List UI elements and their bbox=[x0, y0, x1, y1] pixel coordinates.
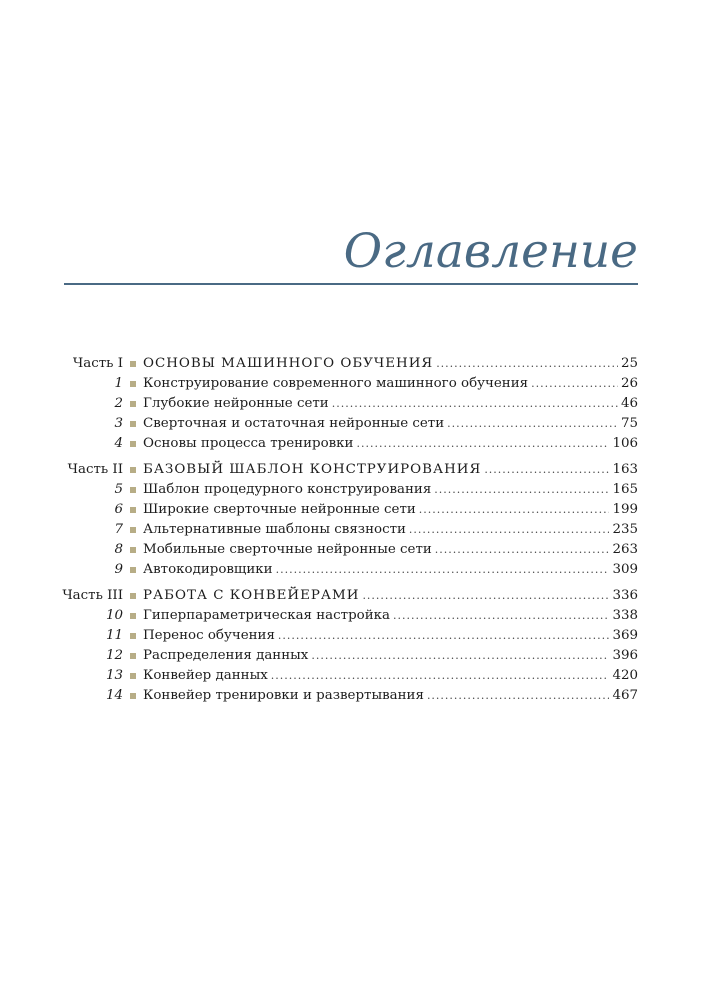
toc-chapter-row[interactable] bbox=[60, 520, 638, 540]
toc-chapter-row[interactable] bbox=[60, 646, 638, 666]
part-label: Часть I bbox=[72, 356, 123, 371]
chapter-title: Конструирование современного машинного обучения bbox=[143, 376, 529, 391]
part-title: ОСНОВЫ МАШИННОГО ОБУЧЕНИЯ bbox=[143, 356, 434, 371]
chapter-title: Шаблон процедурного конструирования bbox=[143, 482, 432, 497]
toc-chapter-row[interactable] bbox=[60, 394, 638, 414]
page-number: 199 bbox=[612, 502, 638, 517]
bullet-square-icon bbox=[123, 626, 143, 646]
toc-chapter-row[interactable] bbox=[60, 686, 638, 706]
bullet-square-icon bbox=[123, 434, 143, 454]
page-number: 338 bbox=[612, 608, 638, 623]
dot-leader bbox=[484, 460, 609, 480]
page-number: 165 bbox=[612, 482, 638, 497]
dot-leader bbox=[436, 354, 618, 374]
dot-leader bbox=[276, 560, 610, 580]
chapter-number: 14 bbox=[105, 688, 123, 703]
chapter-title: Основы процесса тренировки bbox=[143, 436, 354, 451]
bullet-square-icon bbox=[123, 560, 143, 580]
page-number: 46 bbox=[620, 396, 638, 411]
dot-leader bbox=[427, 686, 610, 706]
dot-leader bbox=[278, 626, 610, 646]
dot-leader bbox=[362, 586, 609, 606]
page-number: 467 bbox=[612, 688, 638, 703]
dot-leader bbox=[409, 520, 610, 540]
page-title: Оглавление bbox=[343, 224, 638, 279]
toc-chapter-row[interactable] bbox=[60, 540, 638, 560]
page-number: 25 bbox=[620, 356, 638, 371]
dot-leader bbox=[447, 414, 618, 434]
page-number: 163 bbox=[612, 462, 638, 477]
page-number: 420 bbox=[612, 668, 638, 683]
page-number: 336 bbox=[612, 588, 638, 603]
dot-leader bbox=[434, 480, 609, 500]
toc-part bbox=[60, 586, 638, 706]
page-number: 26 bbox=[620, 376, 638, 391]
toc-part-row[interactable] bbox=[60, 354, 638, 374]
dot-leader bbox=[435, 540, 610, 560]
chapter-title: Мобильные сверточные нейронные сети bbox=[143, 542, 432, 557]
bullet-square-icon bbox=[123, 586, 143, 606]
chapter-title: Сверточная и остаточная нейронные сети bbox=[143, 416, 445, 431]
dot-leader bbox=[271, 666, 610, 686]
chapter-number: 3 bbox=[114, 416, 123, 431]
table-of-contents bbox=[60, 354, 638, 712]
dot-leader bbox=[419, 500, 610, 520]
chapter-number: 13 bbox=[105, 668, 123, 683]
toc-chapter-row[interactable] bbox=[60, 480, 638, 500]
toc-part-row[interactable] bbox=[60, 586, 638, 606]
bullet-square-icon bbox=[123, 414, 143, 434]
bullet-square-icon bbox=[123, 480, 143, 500]
page-number: 75 bbox=[620, 416, 638, 431]
page-number: 106 bbox=[612, 436, 638, 451]
toc-part-row[interactable] bbox=[60, 460, 638, 480]
chapter-number: 5 bbox=[114, 482, 123, 497]
chapter-number: 7 bbox=[114, 522, 123, 537]
page-number: 235 bbox=[612, 522, 638, 537]
page-number: 396 bbox=[612, 648, 638, 663]
toc-chapter-row[interactable] bbox=[60, 606, 638, 626]
bullet-square-icon bbox=[123, 646, 143, 666]
chapter-number: 9 bbox=[114, 562, 123, 577]
chapter-number: 6 bbox=[114, 502, 123, 517]
part-title: БАЗОВЫЙ ШАБЛОН КОНСТРУИРОВАНИЯ bbox=[143, 462, 482, 477]
dot-leader bbox=[356, 434, 609, 454]
chapter-title: Конвейер данных bbox=[143, 668, 268, 683]
bullet-square-icon bbox=[123, 500, 143, 520]
toc-part bbox=[60, 354, 638, 454]
title-rule bbox=[64, 283, 638, 285]
toc-chapter-row[interactable] bbox=[60, 666, 638, 686]
page-number: 309 bbox=[612, 562, 638, 577]
chapter-title: Альтернативные шаблоны связности bbox=[143, 522, 406, 537]
bullet-square-icon bbox=[123, 354, 143, 374]
part-label: Часть II bbox=[67, 462, 123, 477]
toc-chapter-row[interactable] bbox=[60, 434, 638, 454]
chapter-title: Гиперпараметрическая настройка bbox=[143, 608, 390, 623]
bullet-square-icon bbox=[123, 540, 143, 560]
dot-leader bbox=[393, 606, 609, 626]
page-number: 263 bbox=[612, 542, 638, 557]
chapter-title: Конвейер тренировки и развертывания bbox=[143, 688, 424, 703]
chapter-title: Перенос обучения bbox=[143, 628, 275, 643]
toc-chapter-row[interactable] bbox=[60, 374, 638, 394]
dot-leader bbox=[311, 646, 609, 666]
bullet-square-icon bbox=[123, 374, 143, 394]
bullet-square-icon bbox=[123, 606, 143, 626]
bullet-square-icon bbox=[123, 666, 143, 686]
chapter-title: Широкие сверточные нейронные сети bbox=[143, 502, 416, 517]
chapter-number: 8 bbox=[114, 542, 123, 557]
chapter-number: 4 bbox=[114, 436, 123, 451]
toc-chapter-row[interactable] bbox=[60, 500, 638, 520]
part-label: Часть III bbox=[62, 588, 123, 603]
toc-part bbox=[60, 460, 638, 580]
chapter-number: 12 bbox=[105, 648, 123, 663]
bullet-square-icon bbox=[123, 394, 143, 414]
bullet-square-icon bbox=[123, 460, 143, 480]
chapter-number: 1 bbox=[114, 376, 123, 391]
chapter-title: Распределения данных bbox=[143, 648, 309, 663]
bullet-square-icon bbox=[123, 520, 143, 540]
page-number: 369 bbox=[612, 628, 638, 643]
chapter-number: 10 bbox=[105, 608, 123, 623]
bullet-square-icon bbox=[123, 686, 143, 706]
dot-leader bbox=[332, 394, 618, 414]
dot-leader bbox=[531, 374, 618, 394]
chapter-title: Автокодировщики bbox=[143, 562, 273, 577]
chapter-number: 11 bbox=[105, 628, 123, 643]
chapter-number: 2 bbox=[114, 396, 123, 411]
chapter-title: Глубокие нейронные сети bbox=[143, 396, 329, 411]
toc-chapter-row[interactable] bbox=[60, 560, 638, 580]
toc-chapter-row[interactable] bbox=[60, 626, 638, 646]
toc-chapter-row[interactable] bbox=[60, 414, 638, 434]
part-title: РАБОТА С КОНВЕЙЕРАМИ bbox=[143, 588, 360, 603]
